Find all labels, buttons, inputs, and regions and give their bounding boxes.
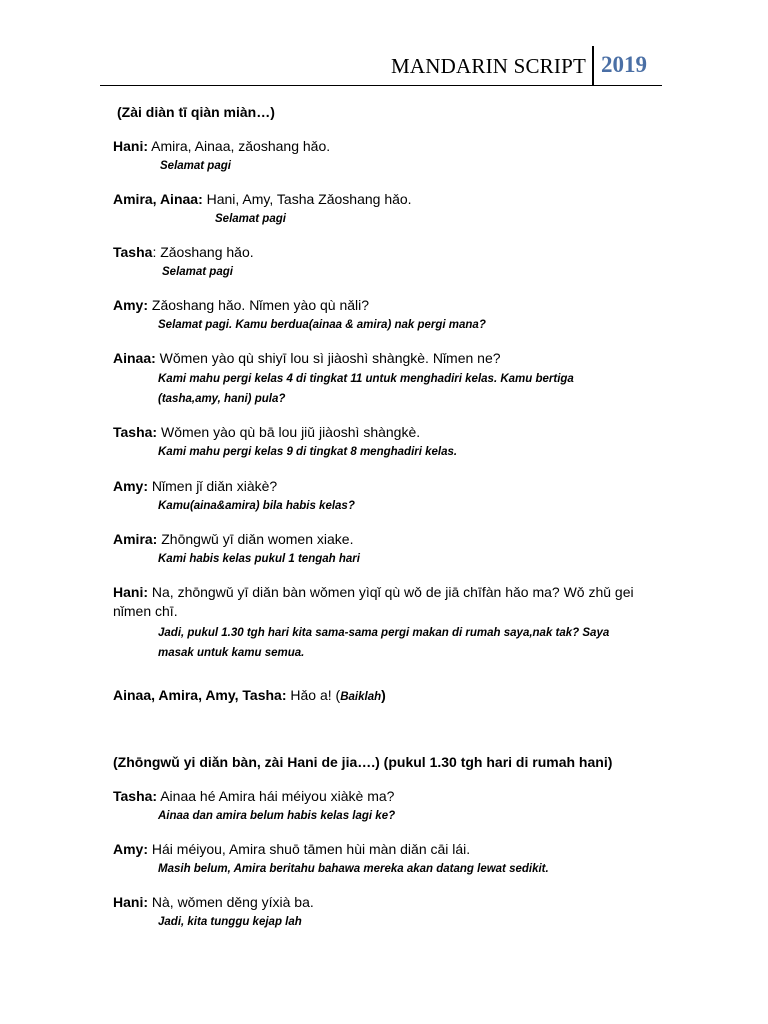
translation: Baiklah <box>340 691 382 703</box>
closing-paren: ) <box>381 687 386 703</box>
dialogue-text: Hani, Amy, Tasha Zǎoshang hǎo. <box>202 191 412 207</box>
translation: Kamu(aina&amira) bila habis kelas? <box>158 500 355 512</box>
speaker-name: Amy: <box>113 478 149 494</box>
dialogue-text: Wǒmen yào qù shiyī lou sì jiàoshì shàngkè. Nǐmen ne? <box>155 350 501 366</box>
dialogue-line <box>113 190 412 209</box>
translation: Selamat pagi. Kamu berdua(ainaa & amira) nak pergi mana? <box>158 319 486 331</box>
dialogue-text: Zhōngwǔ yī diǎn women xiake. <box>157 531 354 547</box>
dialogue-line <box>113 477 277 496</box>
speaker-name: Amira, Ainaa: <box>113 191 203 207</box>
document-year: 2019 <box>601 52 647 77</box>
translation: Ainaa dan amira belum habis kelas lagi ke? <box>158 810 396 822</box>
speaker-name: Ainaa, Amira, Amy, Tasha: <box>113 687 287 703</box>
dialogue-line <box>113 893 314 912</box>
speaker-name: Amy: <box>113 297 149 313</box>
dialogue-text: Nà, wǒmen děng yíxià ba. <box>148 894 314 910</box>
dialogue-line <box>113 243 254 262</box>
dialogue-line <box>113 349 501 368</box>
speaker-name: Tasha: <box>113 788 158 804</box>
translation: Kami mahu pergi kelas 9 di tingkat 8 menghadiri kelas. <box>158 446 458 458</box>
dialogue-line <box>113 296 369 315</box>
dialogue-text: : Zǎoshang hǎo. <box>152 244 254 260</box>
speaker-name: Ainaa: <box>113 350 156 366</box>
dialogue-text: Ainaa hé Amira hái méiyou xiàkè ma? <box>157 788 395 804</box>
translation: Jadi, kita tunggu kejap lah <box>158 916 302 928</box>
speaker-name: Tasha: <box>113 424 158 440</box>
header-rule <box>100 85 662 86</box>
dialogue-line <box>113 583 658 621</box>
document-title: MANDARIN SCRIPT <box>391 54 586 78</box>
dialogue-line <box>113 530 353 549</box>
translation: Kami mahu pergi kelas 4 di tingkat 11 untuk menghadiri kelas. Kamu bertiga (tasha,amy, hani) pula? <box>158 373 574 405</box>
translation: Kami habis kelas pukul 1 tengah hari <box>158 553 360 565</box>
dialogue-text: Na, zhōngwǔ yī diǎn bàn wǒmen yìqǐ qù wǒ de jiā chīfàn hǎo ma? Wǒ zhǔ gei nǐmen chī. <box>113 584 634 619</box>
dialogue-line <box>113 137 330 156</box>
speaker-name: Hani: <box>113 138 148 154</box>
dialogue-line <box>113 787 394 806</box>
translation: Selamat pagi <box>215 213 286 225</box>
dialogue-line <box>113 840 470 859</box>
translation: Selamat pagi <box>162 266 233 278</box>
dialogue-text: Hái méiyou, Amira shuō tāmen hùi màn diǎn cāi lái. <box>148 841 471 857</box>
dialogue-line <box>113 686 386 707</box>
dialogue-text: Hǎo a! ( <box>286 687 341 703</box>
dialogue-text: Zǎoshang hǎo. Nǐmen yào qù nǎli? <box>148 297 370 313</box>
dialogue-line <box>113 423 420 442</box>
speaker-name: Tasha <box>113 244 153 260</box>
translation: Selamat pagi <box>160 160 231 172</box>
speaker-name: Amira: <box>113 531 158 547</box>
dialogue-text: Wǒmen yào qù bā lou jiǔ jiàoshì shàngkè. <box>157 424 421 440</box>
speaker-name: Amy: <box>113 841 149 857</box>
dialogue-text: Amira, Ainaa, zǎoshang hǎo. <box>148 138 331 154</box>
speaker-name: Hani: <box>113 894 148 910</box>
translation: Masih belum, Amira beritahu bahawa mereka akan datang lewat sedikit. <box>158 863 549 875</box>
speaker-name: Hani: <box>113 584 148 600</box>
scene-heading: (Zhōngwǔ yi diǎn bàn, zài Hani de jia….) (pukul 1.30 tgh hari di rumah hani) <box>113 754 613 770</box>
header-divider <box>592 46 594 86</box>
translation: Jadi, pukul 1.30 tgh hari kita sama-sama pergi makan di rumah saya,nak tak? Saya masak untuk kamu semua. <box>158 627 610 659</box>
scene-heading: (Zài diàn tī qiàn miàn…) <box>117 104 275 120</box>
document-header <box>100 46 662 86</box>
dialogue-text: Nǐmen jǐ diǎn xiàkè? <box>148 478 278 494</box>
